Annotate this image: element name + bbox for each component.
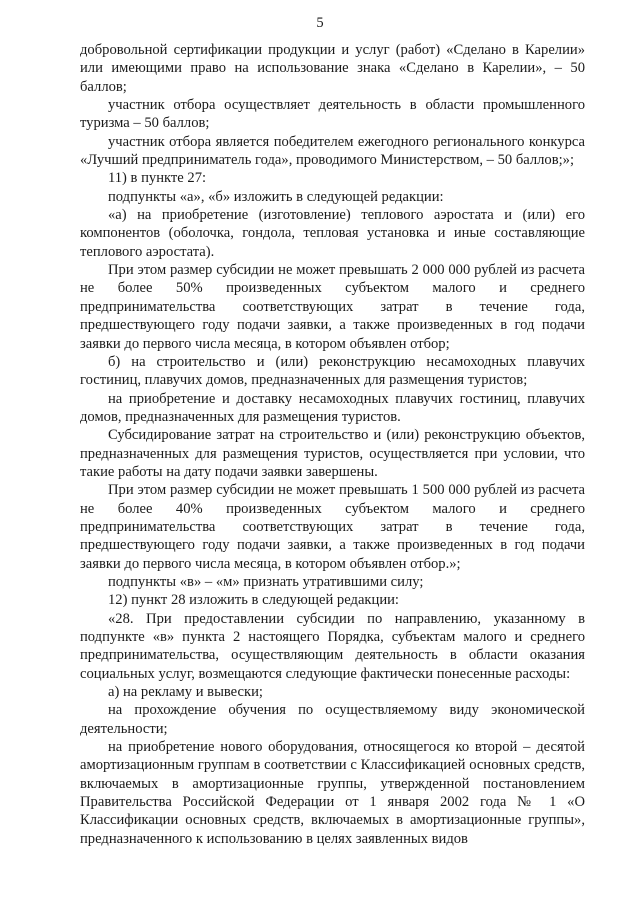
- paragraph: Субсидирование затрат на строительство и (или) реконструкцию объектов, предназначенных для размещения туристов, осуществляется при условии, что такие работы на дату подачи заявки завершены.: [80, 427, 585, 480]
- paragraph: При этом размер субсидии не может превышать 1 500 000 рублей из расчета не более 40% произведенных субъектом малого и среднего предпринимательства соответствующих затрат в течение года, предшествующего году подачи заявки, а также произведенных в год подачи заявки до первого числа месяца, в котором объявлен отбор.»;: [80, 482, 585, 572]
- paragraph: подпункты «в» – «м» признать утратившими силу;: [108, 573, 424, 590]
- paragraph: При этом размер субсидии не может превышать 2 000 000 рублей из расчета не более 50% произведенных субъектом малого и среднего предпринимательства соответствующих затрат в течение года, предшествующего году подачи заявки, а также произведенных в год подачи заявки до первого числа месяца, в котором объявлен отбор;: [80, 262, 585, 352]
- paragraph: подпункты «а», «б» изложить в следующей редакции:: [108, 188, 444, 205]
- paragraph: участник отбора является победителем ежегодного регионального конкурса «Лучший предприниматель года», проводимого Министерством, – 50 баллов;»;: [80, 133, 585, 169]
- paragraph: 12) пункт 28 изложить в следующей редакции:: [108, 592, 399, 609]
- paragraph: «28. При предоставлении субсидии по направлению, указанному в подпункте «в» пункта 2 настоящего Порядка, субъектам малого и среднего предпринимательства, осуществляющим деятельность в области оказания социальных услуг, возмещаются следующие фактически понесенные расходы:: [80, 610, 585, 682]
- page-number: 5: [316, 15, 324, 31]
- paragraph-continuation: добровольной сертификации продукции и услуг (работ) «Сделано в Карелии» или имеющими право на использование знака «Сделано в Карелии», – 50 баллов;: [80, 42, 585, 95]
- paragraph: а) на рекламу и вывески;: [108, 684, 263, 701]
- paragraph: на приобретение и доставку несамоходных плавучих гостиниц, плавучих домов, предназначенных для размещения туристов.: [80, 390, 585, 425]
- paragraph: 11) в пункте 27:: [108, 170, 207, 187]
- paragraph: б) на строительство и (или) реконструкцию несамоходных плавучих гостиниц, плавучих домов, предназначенных для размещения туристов;: [80, 353, 585, 389]
- document-body: [80, 41, 585, 848]
- paragraph: «а) на приобретение (изготовление) теплового аэростата и (или) его компонентов (оболочка, гондола, тепловая установка и иные составляющие теплового аэростата).: [80, 207, 585, 260]
- paragraph: на прохождение обучения по осуществляемому виду экономической деятельности;: [80, 702, 585, 737]
- paragraph: участник отбора осуществляет деятельность в области промышленного туризма – 50 баллов;: [80, 97, 585, 132]
- paragraph: на приобретение нового оборудования, относящегося ко второй – десятой амортизационным группам в соответствии с Классификацией основных средств, включаемых в амортизационные группы, утвержденной постановлением Правительства Российской Федерации от 1 января 2002 года № 1 «О Классификации основных средств, включаемых в амортизационные группы», предназначенного к использованию в целях заявленных видов: [80, 739, 585, 847]
